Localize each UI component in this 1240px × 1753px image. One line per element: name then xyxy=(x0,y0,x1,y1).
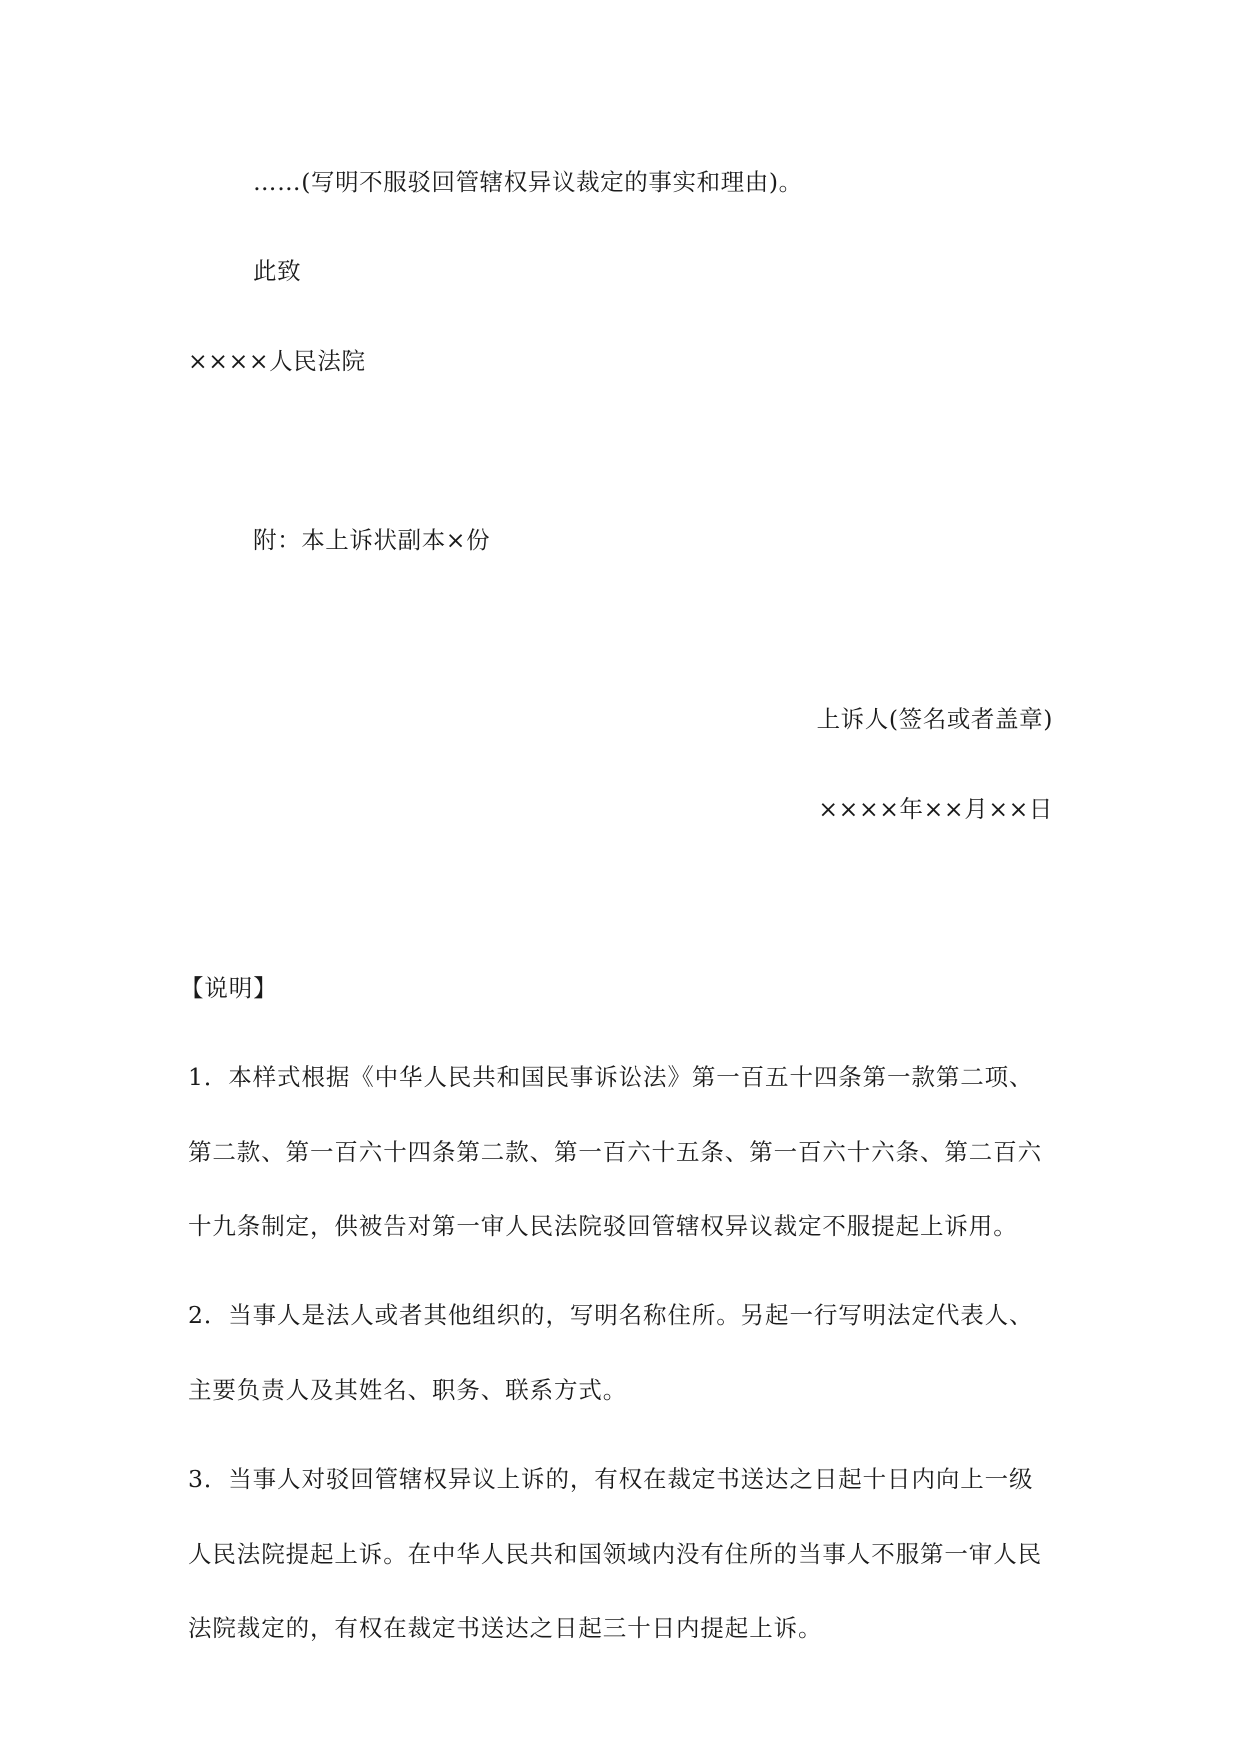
note-item-1-line-2: 第二款、第一百六十四条第二款、第一百六十五条、第一百六十六条、第二百六 xyxy=(188,1138,1042,1166)
note-item-3-line-2: 人民法院提起上诉。在中华人民共和国领域内没有住所的当事人不服第一审人民 xyxy=(188,1540,1042,1568)
note-item-2-line-2: 主要负责人及其姓名、职务、联系方式。 xyxy=(188,1376,628,1404)
note-item-2-line-1: 2．当事人是法人或者其他组织的，写明名称住所。另起一行写明法定代表人、 xyxy=(188,1301,1034,1329)
note-item-1-line-1: 1．本样式根据《中华人民共和国民事诉讼法》第一百五十四条第一款第二项、 xyxy=(188,1063,1034,1091)
attachment-line: 附：本上诉状副本×份 xyxy=(253,526,491,554)
salutation: 此致 xyxy=(253,257,302,285)
court-name: ××××人民法院 xyxy=(188,347,366,375)
note-item-3-line-3: 法院裁定的，有权在裁定书送达之日起三十日内提起上诉。 xyxy=(188,1614,823,1642)
signature-line: 上诉人(签名或者盖章) xyxy=(816,705,1053,733)
note-item-3-line-1: 3．当事人对驳回管辖权异议上诉的，有权在裁定书送达之日起十日内向上一级 xyxy=(188,1465,1034,1493)
reason-line: ……(写明不服驳回管辖权异议裁定的事实和理由)。 xyxy=(253,168,803,196)
notes-heading: 【说明】 xyxy=(180,974,278,1002)
date-line: ××××年××月××日 xyxy=(818,795,1053,823)
note-item-1-line-3: 十九条制定，供被告对第一审人民法院驳回管辖权异议裁定不服提起上诉用。 xyxy=(188,1212,1018,1240)
